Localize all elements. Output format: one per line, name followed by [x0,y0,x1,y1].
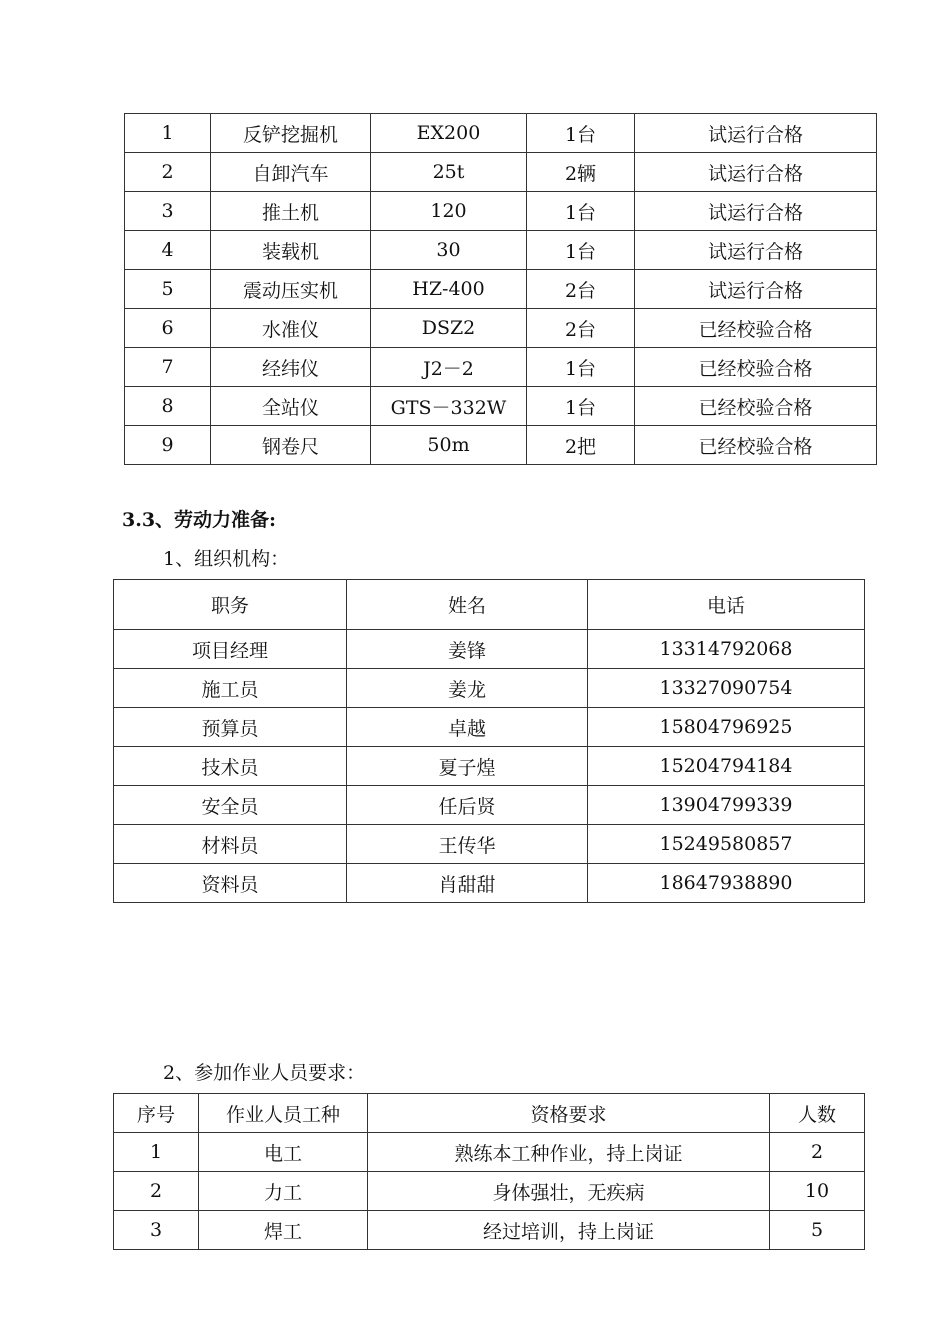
equipment-name: 装载机 [211,231,371,270]
table-row [114,864,865,903]
table-row [114,786,865,825]
equipment-status: 已经校验合格 [635,309,877,348]
equipment-no: 6 [125,309,211,348]
org-role: 预算员 [114,708,347,747]
equipment-no: 5 [125,270,211,309]
table-row [125,192,877,231]
header-count: 人数 [770,1094,865,1133]
org-role: 安全员 [114,786,347,825]
equipment-qty: 1台 [527,231,635,270]
org-role: 项目经理 [114,630,347,669]
equipment-qty: 1台 [527,348,635,387]
table-header-row [114,580,865,630]
table-header-row [114,1094,865,1133]
org-phone: 18647938890 [588,864,865,903]
equipment-status: 试运行合格 [635,231,877,270]
org-phone: 15204794184 [588,747,865,786]
equipment-no: 1 [125,114,211,153]
org-name: 王传华 [347,825,588,864]
equipment-name: 推土机 [211,192,371,231]
table-row [125,309,877,348]
equipment-no: 8 [125,387,211,426]
table-row [114,630,865,669]
equipment-qty: 2台 [527,309,635,348]
staff-requirements-table [113,1093,865,1250]
table-row [125,426,877,465]
equipment-model: HZ-400 [371,270,527,309]
equipment-no: 3 [125,192,211,231]
equipment-status: 已经校验合格 [635,426,877,465]
org-phone: 13314792068 [588,630,865,669]
org-name: 姜龙 [347,669,588,708]
staff-type: 力工 [199,1172,368,1211]
header-role: 职务 [114,580,347,630]
table-row [114,669,865,708]
org-name: 肖甜甜 [347,864,588,903]
org-name: 任后贤 [347,786,588,825]
staff-req: 经过培训，持上岗证 [368,1211,770,1250]
equipment-model: 50m [371,426,527,465]
staff-count: 10 [770,1172,865,1211]
org-name: 姜锋 [347,630,588,669]
section-title: 3.3、劳动力准备: [122,509,277,531]
table-row [114,1172,865,1211]
table-row [114,1133,865,1172]
staff-count: 2 [770,1133,865,1172]
organization-table [113,579,865,903]
table-row [125,114,877,153]
equipment-model: J2－2 [371,348,527,387]
equipment-qty: 2辆 [527,153,635,192]
org-role: 技术员 [114,747,347,786]
equipment-name: 震动压实机 [211,270,371,309]
equipment-status: 试运行合格 [635,192,877,231]
equipment-no: 7 [125,348,211,387]
equipment-table [124,113,877,465]
org-role: 资料员 [114,864,347,903]
table-row [125,231,877,270]
staff-req: 熟练本工种作业，持上岗证 [368,1133,770,1172]
equipment-name: 经纬仪 [211,348,371,387]
table-row [114,747,865,786]
equipment-model: 25t [371,153,527,192]
table-row [114,1211,865,1250]
org-phone: 13904799339 [588,786,865,825]
equipment-model: 120 [371,192,527,231]
equipment-name: 水准仪 [211,309,371,348]
equipment-model: EX200 [371,114,527,153]
equipment-model: GTS－332W [371,387,527,426]
org-role: 施工员 [114,669,347,708]
table-row [125,348,877,387]
table-row [125,270,877,309]
equipment-name: 钢卷尺 [211,426,371,465]
header-req: 资格要求 [368,1094,770,1133]
equipment-model: DSZ2 [371,309,527,348]
equipment-name: 自卸汽车 [211,153,371,192]
header-phone: 电话 [588,580,865,630]
equipment-model: 30 [371,231,527,270]
equipment-name: 全站仪 [211,387,371,426]
staff-no: 2 [114,1172,199,1211]
equipment-qty: 1台 [527,387,635,426]
header-no: 序号 [114,1094,199,1133]
equipment-status: 已经校验合格 [635,348,877,387]
table-row [125,153,877,192]
equipment-no: 4 [125,231,211,270]
equipment-status: 已经校验合格 [635,387,877,426]
equipment-name: 反铲挖掘机 [211,114,371,153]
table-row [114,708,865,747]
header-type: 作业人员工种 [199,1094,368,1133]
equipment-no: 2 [125,153,211,192]
org-phone: 13327090754 [588,669,865,708]
table-row [125,387,877,426]
equipment-no: 9 [125,426,211,465]
equipment-status: 试运行合格 [635,153,877,192]
equipment-qty: 1台 [527,114,635,153]
staff-count: 5 [770,1211,865,1250]
equipment-qty: 1台 [527,192,635,231]
org-phone: 15249580857 [588,825,865,864]
equipment-qty: 2台 [527,270,635,309]
staff-no: 1 [114,1133,199,1172]
staff-type: 电工 [199,1133,368,1172]
staff-type: 焊工 [199,1211,368,1250]
equipment-status: 试运行合格 [635,114,877,153]
org-subtitle: 1、组织机构： [163,548,290,570]
org-phone: 15804796925 [588,708,865,747]
staff-subtitle: 2、参加作业人员要求： [163,1062,366,1084]
staff-no: 3 [114,1211,199,1250]
org-name: 夏子煌 [347,747,588,786]
table-row [114,825,865,864]
org-role: 材料员 [114,825,347,864]
header-name: 姓名 [347,580,588,630]
equipment-qty: 2把 [527,426,635,465]
org-name: 卓越 [347,708,588,747]
staff-req: 身体强壮，无疾病 [368,1172,770,1211]
equipment-status: 试运行合格 [635,270,877,309]
